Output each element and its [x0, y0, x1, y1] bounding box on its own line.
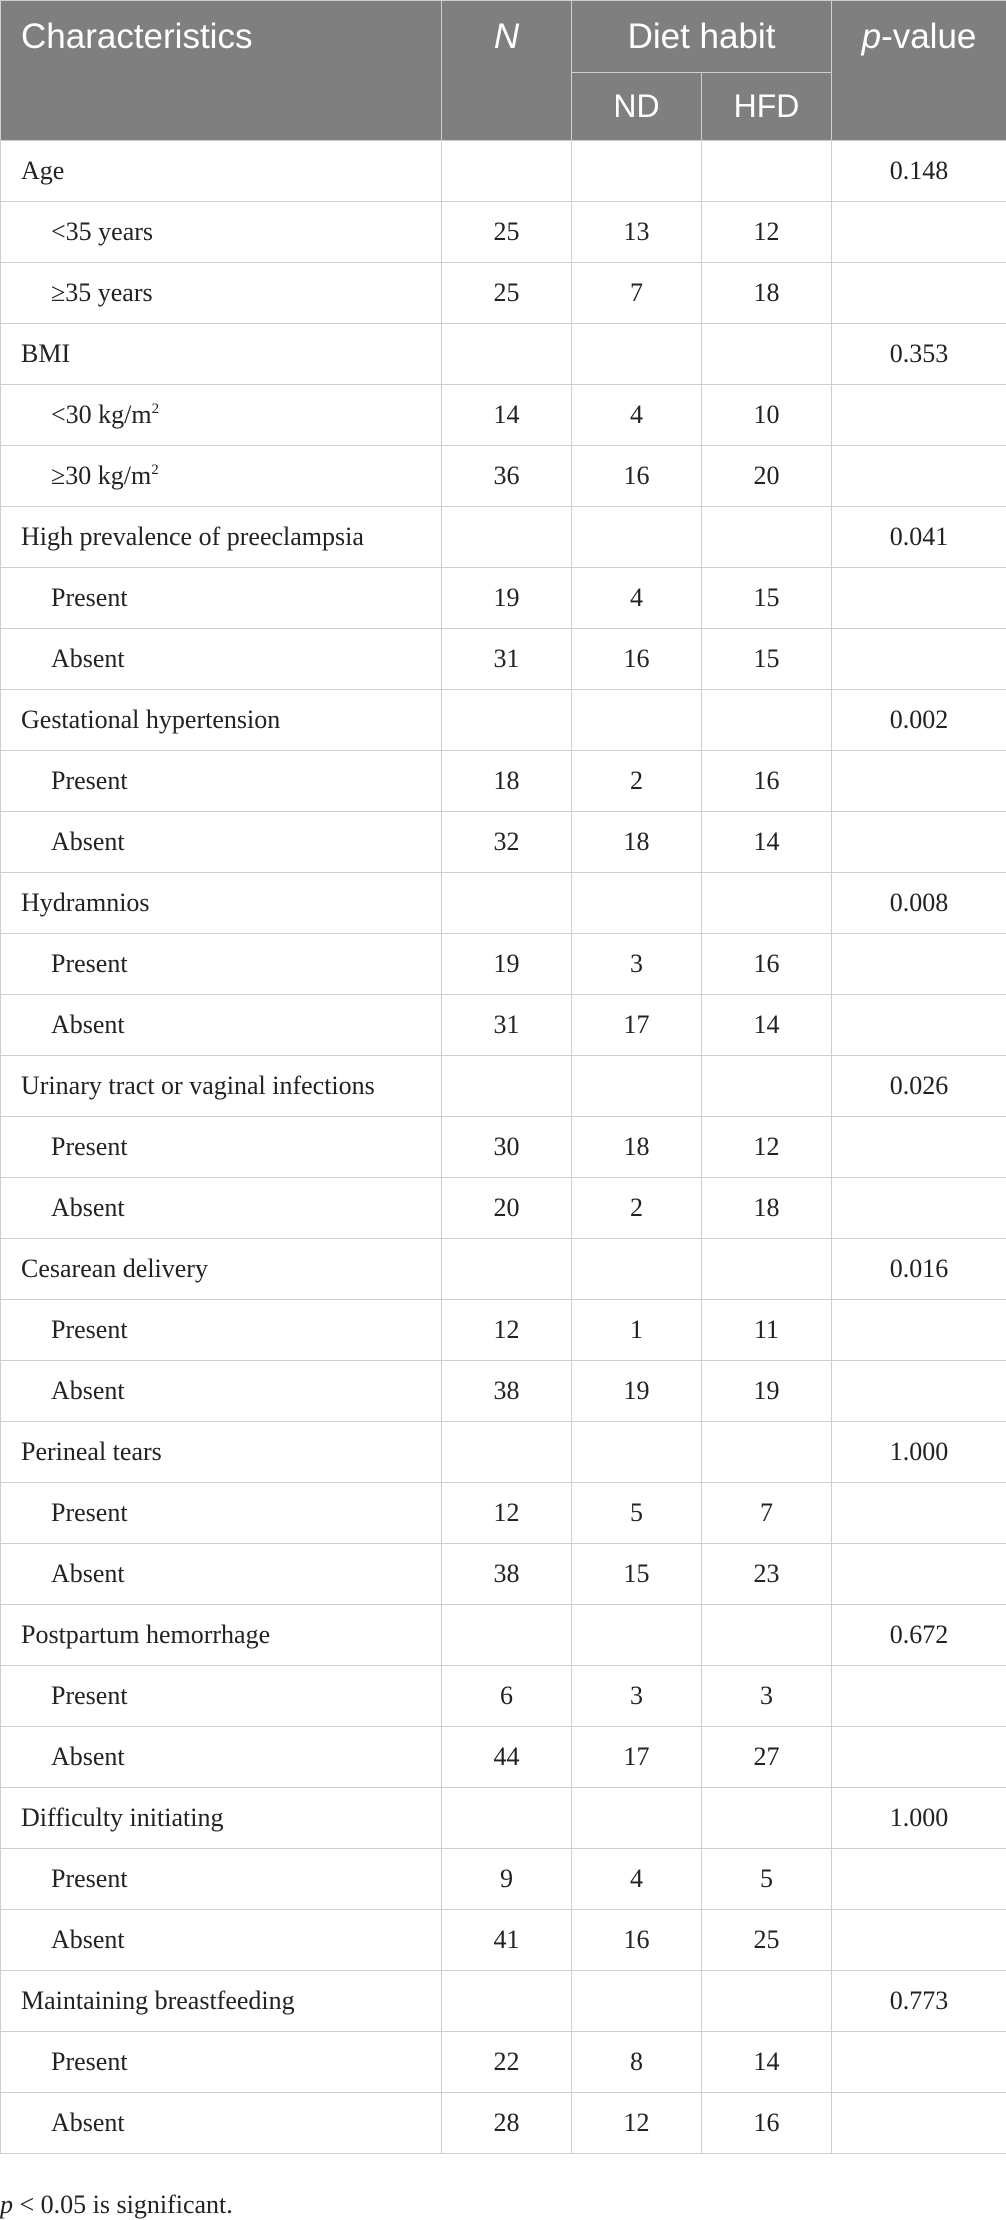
cell-hfd	[702, 324, 832, 385]
cell-nd	[572, 1239, 702, 1300]
header-p-value: p-value	[832, 1, 1006, 141]
table-row	[1, 1422, 1006, 1483]
cell-nd: 17	[572, 995, 702, 1056]
table-row	[1, 629, 1006, 690]
cell-hfd: 19	[702, 1361, 832, 1422]
cell-n	[442, 1971, 572, 2032]
cell-hfd: 23	[702, 1544, 832, 1605]
cell-p: 0.672	[832, 1605, 1006, 1666]
row-label: Absent	[1, 1910, 442, 1971]
cell-n: 12	[442, 1483, 572, 1544]
row-label: Absent	[1, 629, 442, 690]
cell-hfd: 18	[702, 263, 832, 324]
cell-hfd: 12	[702, 202, 832, 263]
cell-hfd	[702, 141, 832, 202]
row-label: Present	[1, 568, 442, 629]
header-n: N	[442, 1, 572, 141]
cell-p	[832, 995, 1006, 1056]
row-label: Maintaining breastfeeding	[1, 1971, 442, 2032]
row-label: Hydramnios	[1, 873, 442, 934]
table-row	[1, 1849, 1006, 1910]
cell-nd	[572, 1605, 702, 1666]
cell-n: 44	[442, 1727, 572, 1788]
cell-hfd	[702, 1056, 832, 1117]
cell-n: 25	[442, 202, 572, 263]
cell-n: 22	[442, 2032, 572, 2093]
cell-nd	[572, 1788, 702, 1849]
cell-nd: 8	[572, 2032, 702, 2093]
header-diet-habit: Diet habit	[572, 1, 832, 73]
cell-p	[832, 446, 1006, 507]
cell-hfd: 18	[702, 1178, 832, 1239]
row-label: <35 years	[1, 202, 442, 263]
cell-n	[442, 141, 572, 202]
cell-hfd: 16	[702, 2093, 832, 2154]
cell-nd	[572, 141, 702, 202]
row-label: BMI	[1, 324, 442, 385]
cell-nd: 17	[572, 1727, 702, 1788]
cell-hfd: 11	[702, 1300, 832, 1361]
table-row	[1, 2093, 1006, 2154]
cell-nd: 1	[572, 1300, 702, 1361]
table-row	[1, 1361, 1006, 1422]
cell-nd	[572, 690, 702, 751]
row-label: ≥35 years	[1, 263, 442, 324]
cell-n	[442, 1605, 572, 1666]
cell-nd: 18	[572, 1117, 702, 1178]
cell-hfd: 7	[702, 1483, 832, 1544]
row-label: Absent	[1, 1544, 442, 1605]
cell-hfd: 16	[702, 751, 832, 812]
cell-hfd: 27	[702, 1727, 832, 1788]
cell-p	[832, 1727, 1006, 1788]
cell-p: 0.148	[832, 141, 1006, 202]
cell-n: 9	[442, 1849, 572, 1910]
table-row	[1, 873, 1006, 934]
table-row	[1, 507, 1006, 568]
cell-nd: 16	[572, 1910, 702, 1971]
cell-hfd: 5	[702, 1849, 832, 1910]
table-row	[1, 568, 1006, 629]
cell-hfd	[702, 1239, 832, 1300]
cell-p: 1.000	[832, 1422, 1006, 1483]
row-label: Absent	[1, 812, 442, 873]
cell-hfd: 15	[702, 568, 832, 629]
row-label: Present	[1, 934, 442, 995]
cell-n	[442, 873, 572, 934]
cell-n: 18	[442, 751, 572, 812]
cell-hfd: 3	[702, 1666, 832, 1727]
row-label: High prevalence of preeclampsia	[1, 507, 442, 568]
cell-hfd: 25	[702, 1910, 832, 1971]
table-row	[1, 690, 1006, 751]
cell-nd: 3	[572, 1666, 702, 1727]
cell-p	[832, 1849, 1006, 1910]
table-row	[1, 934, 1006, 995]
cell-hfd	[702, 1605, 832, 1666]
cell-p	[832, 263, 1006, 324]
table-row	[1, 324, 1006, 385]
cell-p	[832, 1300, 1006, 1361]
row-label: Cesarean delivery	[1, 1239, 442, 1300]
cell-p: 0.041	[832, 507, 1006, 568]
cell-hfd: 14	[702, 995, 832, 1056]
row-label: Urinary tract or vaginal infections	[1, 1056, 442, 1117]
row-label: Present	[1, 1117, 442, 1178]
cell-p	[832, 1910, 1006, 1971]
cell-n: 30	[442, 1117, 572, 1178]
cell-hfd	[702, 1971, 832, 2032]
row-label: Age	[1, 141, 442, 202]
cell-p	[832, 1361, 1006, 1422]
row-label: Absent	[1, 2093, 442, 2154]
cell-nd: 13	[572, 202, 702, 263]
cell-hfd: 15	[702, 629, 832, 690]
cell-hfd	[702, 1788, 832, 1849]
cell-p	[832, 1483, 1006, 1544]
row-label: Absent	[1, 995, 442, 1056]
cell-p	[832, 751, 1006, 812]
row-label: Absent	[1, 1178, 442, 1239]
row-label: Gestational hypertension	[1, 690, 442, 751]
cell-hfd: 20	[702, 446, 832, 507]
cell-nd: 2	[572, 1178, 702, 1239]
table-row	[1, 812, 1006, 873]
cell-nd	[572, 324, 702, 385]
cell-n: 28	[442, 2093, 572, 2154]
cell-p	[832, 812, 1006, 873]
table-row	[1, 446, 1006, 507]
cell-p: 0.016	[832, 1239, 1006, 1300]
cell-n: 38	[442, 1361, 572, 1422]
cell-p	[832, 1178, 1006, 1239]
row-label: Present	[1, 1300, 442, 1361]
table-row	[1, 995, 1006, 1056]
cell-p: 1.000	[832, 1788, 1006, 1849]
cell-n	[442, 507, 572, 568]
table-row	[1, 1056, 1006, 1117]
cell-n: 19	[442, 934, 572, 995]
header-nd: ND	[572, 73, 702, 141]
cell-hfd	[702, 507, 832, 568]
table-row	[1, 1727, 1006, 1788]
table-header	[1, 1, 1006, 141]
cell-hfd	[702, 873, 832, 934]
cell-p: 0.026	[832, 1056, 1006, 1117]
row-label: Absent	[1, 1727, 442, 1788]
table-row	[1, 1239, 1006, 1300]
cell-nd: 2	[572, 751, 702, 812]
row-label: <30 $kg/m^2$	[1, 385, 442, 446]
cell-p	[832, 934, 1006, 995]
table-row	[1, 263, 1006, 324]
cell-p: 0.008	[832, 873, 1006, 934]
cell-p: 0.002	[832, 690, 1006, 751]
cell-nd	[572, 1056, 702, 1117]
row-label: Present	[1, 1483, 442, 1544]
cell-nd: 18	[572, 812, 702, 873]
cell-n	[442, 690, 572, 751]
cell-p	[832, 568, 1006, 629]
cell-n: 36	[442, 446, 572, 507]
table-row	[1, 1910, 1006, 1971]
cell-n	[442, 1788, 572, 1849]
cell-nd: 19	[572, 1361, 702, 1422]
cell-nd: 4	[572, 385, 702, 446]
cell-n: 6	[442, 1666, 572, 1727]
row-label: Perineal tears	[1, 1422, 442, 1483]
cell-nd: 12	[572, 2093, 702, 2154]
header-characteristics: Characteristics	[1, 1, 442, 141]
cell-p	[832, 2093, 1006, 2154]
cell-p	[832, 202, 1006, 263]
cell-nd: 4	[572, 568, 702, 629]
cell-hfd: 12	[702, 1117, 832, 1178]
row-label: Present	[1, 1666, 442, 1727]
table-row	[1, 1666, 1006, 1727]
cell-nd	[572, 873, 702, 934]
cell-n: 25	[442, 263, 572, 324]
cell-n: 31	[442, 995, 572, 1056]
cell-n	[442, 324, 572, 385]
cell-n: 41	[442, 1910, 572, 1971]
table-row	[1, 1483, 1006, 1544]
row-label: Present	[1, 1849, 442, 1910]
row-label: Present	[1, 751, 442, 812]
table-row	[1, 751, 1006, 812]
cell-nd: 3	[572, 934, 702, 995]
cell-n: 32	[442, 812, 572, 873]
table-row	[1, 1544, 1006, 1605]
table-row	[1, 202, 1006, 263]
cell-hfd: 14	[702, 812, 832, 873]
cell-nd: 16	[572, 629, 702, 690]
table-body	[1, 141, 1006, 2154]
cell-p	[832, 629, 1006, 690]
cell-nd: 15	[572, 1544, 702, 1605]
cell-n	[442, 1056, 572, 1117]
cell-p: 0.773	[832, 1971, 1006, 2032]
cell-nd	[572, 507, 702, 568]
header-hfd: HFD	[702, 73, 832, 141]
cell-n: 19	[442, 568, 572, 629]
cell-p	[832, 1117, 1006, 1178]
cell-hfd: 16	[702, 934, 832, 995]
cell-nd: 5	[572, 1483, 702, 1544]
cell-nd: 7	[572, 263, 702, 324]
table-row	[1, 1788, 1006, 1849]
cell-n: 31	[442, 629, 572, 690]
row-label: Present	[1, 2032, 442, 2093]
cell-nd: 16	[572, 446, 702, 507]
cell-hfd	[702, 1422, 832, 1483]
cell-nd	[572, 1422, 702, 1483]
cell-hfd: 14	[702, 2032, 832, 2093]
table-row	[1, 385, 1006, 446]
cell-p	[832, 1544, 1006, 1605]
cell-p	[832, 1666, 1006, 1727]
cell-n	[442, 1422, 572, 1483]
row-label: Difficulty initiating	[1, 1788, 442, 1849]
table-row	[1, 1605, 1006, 1666]
table-row	[1, 2032, 1006, 2093]
cell-n: 20	[442, 1178, 572, 1239]
table-row	[1, 141, 1006, 202]
cell-nd	[572, 1971, 702, 2032]
cell-hfd: 10	[702, 385, 832, 446]
cell-hfd	[702, 690, 832, 751]
cell-p	[832, 385, 1006, 446]
cell-nd: 4	[572, 1849, 702, 1910]
cell-n: 14	[442, 385, 572, 446]
table-row	[1, 1178, 1006, 1239]
row-label: Postpartum hemorrhage	[1, 1605, 442, 1666]
row-label: ≥30 $kg/m^2$	[1, 446, 442, 507]
cell-n: 38	[442, 1544, 572, 1605]
cell-n: 12	[442, 1300, 572, 1361]
cell-p	[832, 2032, 1006, 2093]
table-row	[1, 1971, 1006, 2032]
table-row	[1, 1117, 1006, 1178]
row-label: Absent	[1, 1361, 442, 1422]
cell-n	[442, 1239, 572, 1300]
footnote: p < 0.05 is significant.	[0, 2190, 233, 2219]
cell-p: 0.353	[832, 324, 1006, 385]
table-row	[1, 1300, 1006, 1361]
